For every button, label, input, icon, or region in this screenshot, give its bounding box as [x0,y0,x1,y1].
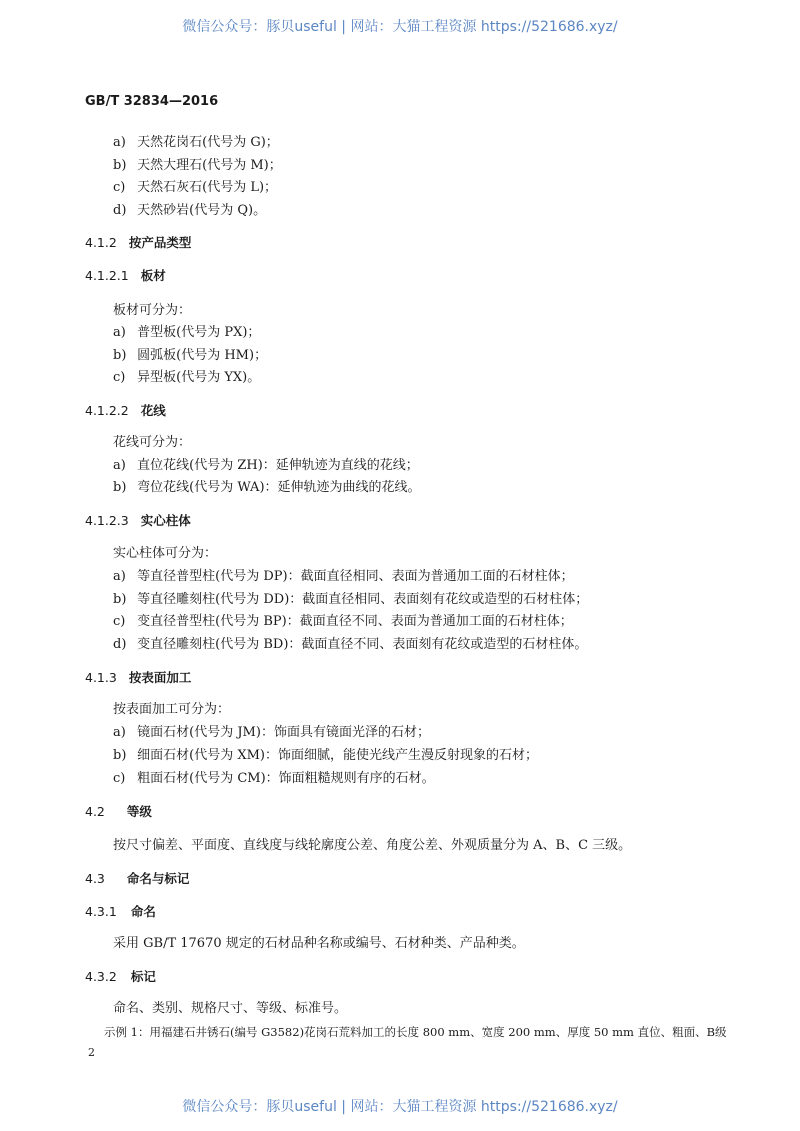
section-number: 4.1.2 [85,235,117,250]
section-title: 等级 [126,804,152,819]
section-number: 4.3.2 [85,969,117,984]
paragraph: 按表面加工可分为： [113,702,231,717]
list-label: c) [113,614,126,629]
section-title: 命名 [130,904,156,919]
list-label: c) [113,771,126,786]
paragraph: 花线可分为： [113,435,192,450]
section-heading [85,904,156,920]
list-label: b) [113,158,127,173]
section-heading [85,268,166,284]
list-text: 天然花岗石(代号为 G)； [137,135,279,150]
section-title: 板材 [140,268,166,283]
list-item [113,458,419,474]
list-item [113,325,260,341]
list-item [113,614,573,630]
list-label: c) [113,370,126,385]
list-item [113,592,588,608]
section-number: 4.1.2.1 [85,268,129,283]
list-text: 镜面石材(代号为 JM)：饰面具有镜面光泽的石材； [137,725,430,740]
list-label: d) [113,203,127,218]
list-text: 等直径普型柱(代号为 DP)：截面直径相同、表面为普通加工面的石材柱体； [137,569,574,584]
section-title: 命名与标记 [126,871,190,886]
section-heading [85,804,152,820]
list-label: a) [113,569,126,584]
page-number: 2 [88,1046,95,1059]
list-text: 异型板(代号为 YX)。 [137,370,261,385]
list-item [113,637,587,653]
watermark-footer: 微信公众号：豚贝useful | 网站：大猫工程资源 https://521686.xyz/ [182,1099,618,1115]
section-title: 按产品类型 [128,235,192,250]
standard-number: GB/T 32834—2016 [85,94,219,109]
list-text: 等直径雕刻柱(代号为 DD)：截面直径相同、表面刻有花纹或造型的石材柱体； [137,592,589,607]
section-heading [85,403,166,419]
section-heading [85,235,191,251]
list-item [113,180,277,196]
section-heading [85,969,156,985]
list-label: a) [113,458,126,473]
list-item [113,480,421,496]
paragraph: 实心柱体可分为： [113,546,218,561]
list-text: 变直径普型柱(代号为 BP)：截面直径不同、表面为普通加工面的石材柱体； [137,614,573,629]
list-item [113,348,267,364]
list-text: 普型板(代号为 PX)； [137,325,261,340]
section-number: 4.1.2.3 [85,513,129,528]
list-label: b) [113,592,127,607]
section-number: 4.3.1 [85,904,117,919]
section-title: 实心柱体 [140,513,191,528]
watermark-header: 微信公众号：豚贝useful | 网站：大猫工程资源 https://521686.xyz/ [182,19,618,35]
section-number: 4.1.3 [85,670,117,685]
list-label: b) [113,348,127,363]
section-number: 4.3 [85,871,105,886]
list-text: 圆弧板(代号为 HM)； [137,348,268,363]
list-item [113,569,574,585]
list-label: a) [113,135,126,150]
list-label: b) [113,748,127,763]
list-text: 天然砂岩(代号为 Q)。 [137,203,267,218]
list-item [113,158,282,174]
section-title: 花线 [140,403,166,418]
list-item [113,135,279,151]
section-title: 标记 [130,969,156,984]
section-heading [85,513,191,529]
example-text: 示例 1：用福建石井锈石(编号 G3582)花岗石荒料加工的长度 800 mm、宽度 200 mm、厚度 50 mm 直位、粗面、B级 [104,1025,727,1039]
list-text: 粗面石材(代号为 CM)：饰面粗糙规则有序的石材。 [137,771,435,786]
list-text: 天然大理石(代号为 M)； [137,158,282,173]
list-text: 弯位花线(代号为 WA)：延伸轨迹为曲线的花线。 [137,480,421,495]
list-text: 直位花线(代号为 ZH)：延伸轨迹为直线的花线； [137,458,419,473]
list-text: 天然石灰石(代号为 L)； [137,180,278,195]
section-heading [85,871,189,887]
list-text: 细面石材(代号为 XM)：饰面细腻，能使光线产生漫反射现象的石材； [137,748,538,763]
paragraph: 按尺寸偏差、平面度、直线度与线轮廓度公差、角度公差、外观质量分为 A、B、C 三级。 [113,838,632,853]
paragraph: 命名、类别、规格尺寸、等级、标准号。 [113,1001,348,1016]
section-number: 4.1.2.2 [85,403,129,418]
paragraph: 板材可分为： [113,303,192,318]
section-heading [85,670,191,686]
list-label: d) [113,637,127,652]
list-item [113,748,538,764]
list-item [113,771,435,787]
list-item [113,203,266,219]
list-label: b) [113,480,127,495]
list-label: c) [113,180,126,195]
list-label: a) [113,725,126,740]
section-number: 4.2 [85,804,105,819]
list-item [113,725,430,741]
paragraph: 采用 GB/T 17670 规定的石材品种名称或编号、石材种类、产品种类。 [113,936,525,951]
list-text: 变直径雕刻柱(代号为 BD)：截面直径不同、表面刻有花纹或造型的石材柱体。 [137,637,588,652]
list-label: a) [113,325,126,340]
section-title: 按表面加工 [128,670,192,685]
list-item [113,370,260,386]
